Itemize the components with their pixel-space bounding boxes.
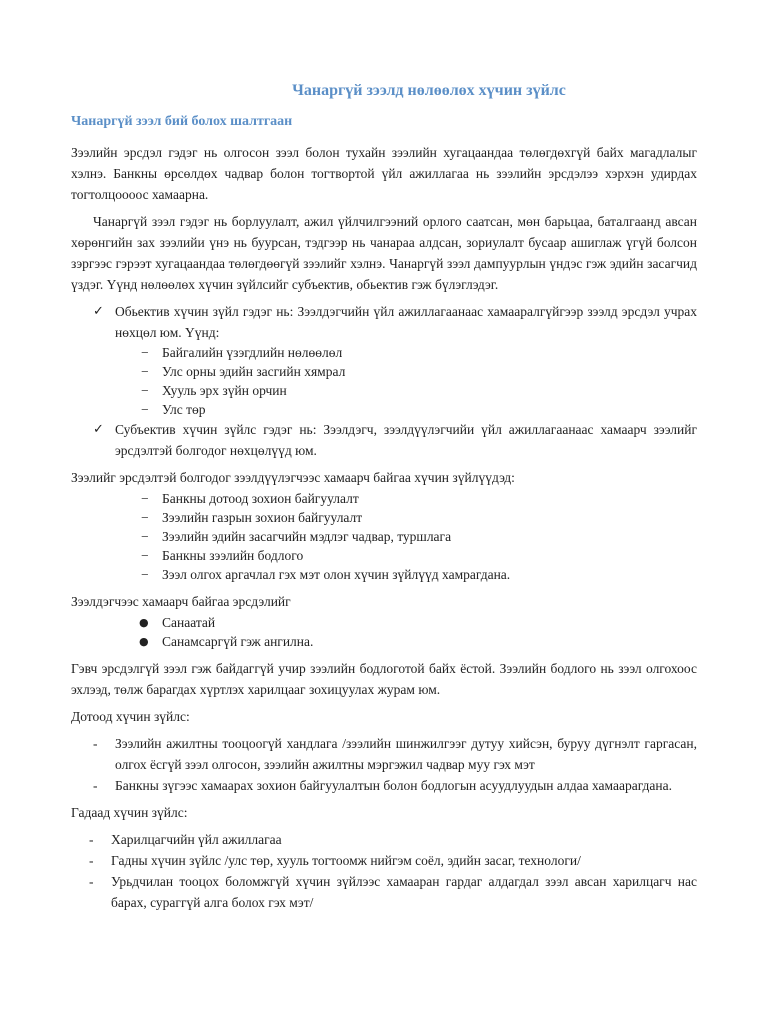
hyphen-marker: -	[89, 874, 94, 889]
dash-marker: −	[141, 567, 149, 582]
list-item-text: Зээлийн ажилтны тооцоогүй хандлага /зээлийн шинжилгээг дутуу хийсэн, буруу дүгнэлт гаргасан, олгох ёсгүй зээл олгосон, зээлийн ажилтны мэргэжил чадвар муу гэх мэт	[115, 736, 697, 772]
list-item	[71, 775, 697, 796]
list-item	[71, 733, 697, 775]
external-factors-heading: Гадаад хүчин зүйлс:	[71, 805, 188, 820]
dash-marker: −	[141, 345, 149, 360]
list-item-text: Хууль эрх зүйн орчин	[162, 383, 287, 398]
list-item	[71, 850, 697, 871]
hyphen-marker: -	[93, 778, 98, 793]
borrower-risk-list	[71, 613, 697, 651]
list-item-text: Санаатай	[162, 615, 216, 630]
list-item-text: Харилцагчийн үйл ажиллагаа	[111, 832, 282, 847]
factor-type-list-2	[71, 419, 697, 461]
list-item-text: Банкны дотоод зохион байгуулалт	[162, 491, 359, 506]
dash-marker: −	[141, 529, 149, 544]
hyphen-marker: -	[93, 736, 98, 751]
list-item	[71, 343, 697, 362]
list-item-text: Банкны зүгээс хамаарах зохион байгуулалтын болон бодлогын асуудлуудын алдаа хамаарагдана.	[115, 778, 673, 793]
checkmark-icon: ✓	[93, 422, 104, 437]
dash-marker: −	[141, 548, 149, 563]
bullet-marker: ●	[139, 616, 149, 629]
list-item-text: Урьдчилан тооцох боломжгүй хүчин зүйлээс хамааран гардаг алдагдал зээл авсан харилцагч нас барах, сураггүй алга болох гэх мэт/	[111, 874, 697, 910]
paragraph-bad-loan: Чанаргүй зээл гэдэг нь борлуулалт, ажил үйлчилгээний орлого саатсан, мөн барьцаа, баталгаанд авсан хөрөнгийн зах зээлийи үнэ нь буурсан, тэдгээр нь чанараа алдсан, зориулалт бусаар ашиглаж үгүй болсон зэргээс гэрээт хугацаандаа төлөгдөөгүй зээлийг хэлнэ. Чанаргүй зээл дампуурлын үндэс гэж эдийн засагчид үздэг. Үүнд нөлөөлөх хүчин зүйлсийг субъектив, обьектив гэж бүлэглэдэг.	[71, 214, 697, 292]
factor-type-list	[71, 301, 697, 343]
list-item	[71, 565, 697, 584]
list-item-text: Зээлийн газрын зохион байгуулалт	[162, 510, 363, 525]
dash-marker: −	[141, 364, 149, 379]
paragraph-lender-factors: Зээлийг эрсдэлтэй болгодог зээлдүүлэгчээс хамаарч байгаа хүчин зүйлүүдэд:	[71, 470, 515, 485]
dash-marker: −	[141, 510, 149, 525]
list-item-text: Обьектив хүчин зүйл гэдэг нь: Зээлдэгчийн үйл ажиллагаанаас хамааралгүйгээр зээлд эрсдэл учрах нөхцөл юм. Үүнд:	[115, 304, 697, 340]
dash-marker: −	[141, 383, 149, 398]
hyphen-marker: -	[89, 832, 94, 847]
list-item	[71, 508, 697, 527]
list-item	[71, 632, 697, 651]
list-item-text: Гадны хүчин зүйлс /улс төр, хууль тогтоомж нийгэм соёл, эдийн засаг, технологи/	[111, 853, 581, 868]
lender-factor-list	[71, 489, 697, 584]
list-item-text: Улс төр	[162, 402, 206, 417]
dash-marker: −	[141, 491, 149, 506]
list-item	[71, 362, 697, 381]
list-item-text: Байгалийн үзэгдлийн нөлөөлөл	[162, 345, 343, 360]
list-item-text: Улс орны эдийн засгийн хямрал	[162, 364, 346, 379]
list-item-subjective	[71, 419, 697, 461]
dash-marker: −	[141, 402, 149, 417]
section-heading: Чанаргүй зээл бий болох шалтгаан	[71, 114, 293, 129]
list-item	[71, 613, 697, 632]
list-item	[71, 546, 697, 565]
paragraph-borrower-risk: Зээлдэгчээс хамаарч байгаа эрсдэлийг	[71, 594, 291, 609]
hyphen-marker: -	[89, 853, 94, 868]
list-item	[71, 400, 697, 419]
external-factor-list	[71, 829, 697, 913]
internal-factors-heading: Дотоод хүчин зүйлс:	[71, 709, 190, 724]
internal-factor-list	[71, 733, 697, 796]
list-item	[71, 489, 697, 508]
list-item-text: Санамсаргүй гэж ангилна.	[162, 634, 314, 649]
list-item-objective	[71, 301, 697, 343]
list-item-text: Банкны зээлийн бодлого	[162, 548, 304, 563]
objective-factor-list	[71, 343, 697, 419]
checkmark-icon: ✓	[93, 304, 104, 319]
list-item	[71, 527, 697, 546]
list-item-text: Субъектив хүчин зүйлс гэдэг нь: Зээлдэгч, зээлдүүлэгчийи үйл ажиллагаанаас хамаарч зээлийг эрсдэлтэй болгодог нөхцөлүүд юм.	[115, 422, 697, 458]
list-item	[71, 381, 697, 400]
list-item	[71, 871, 697, 913]
list-item	[71, 829, 697, 850]
document-title: Чанаргүй зээлд нөлөөлөх хүчин зүйлс	[292, 82, 566, 99]
paragraph-credit-policy: Гэвч эрсдэлгүй зээл гэж байдаггүй учир зээлийн бодлоготой байх ёстой. Зээлийн бодлого нь зээл олгохоос эхлээд, төлж барагдах хүртлэх харилцааг зохицуулах журам юм.	[71, 661, 697, 697]
list-item-text: Зээлийн эдийн засагчийн мэдлэг чадвар, туршлага	[162, 529, 452, 544]
paragraph-credit-risk: Зээлийн эрсдэл гэдэг нь олгосон зээл болон тухайн зээлийн хугацаандаа төлөгдөхгүй байх магадлалыг хэлнэ. Банкны өрсөлдөх чадвар болон тогтвортой үйл ажиллагаа нь зээлийн эрсдэлээ хэрхэн удирдах тогтолцоооос хамаарна.	[71, 145, 697, 202]
list-item-text: Зээл олгох аргачлал гэх мэт олон хүчин зүйлүүд хамрагдана.	[162, 567, 511, 582]
bullet-marker: ●	[139, 635, 149, 648]
